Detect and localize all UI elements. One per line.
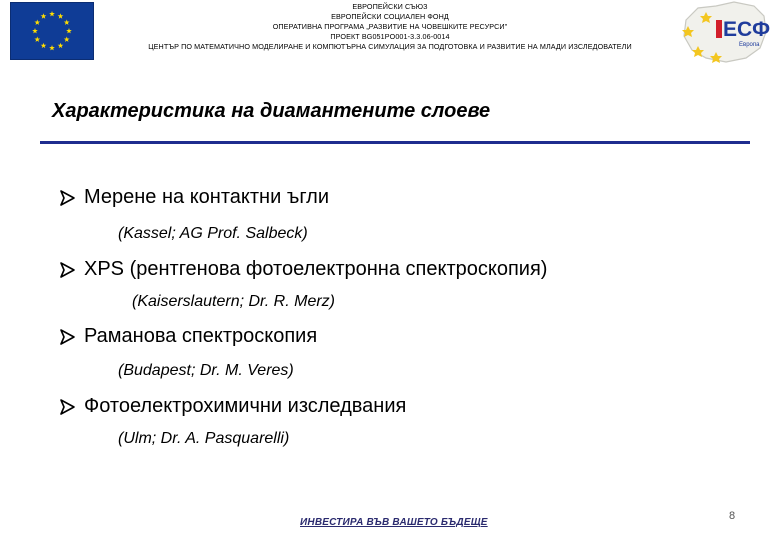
eu-star [34, 20, 40, 25]
eu-star [49, 11, 55, 16]
eu-star [41, 13, 47, 18]
bullet-detail: (Budapest; Dr. M. Veres) [118, 362, 294, 379]
slide-title: Характеристика на диамантените слоеве [52, 100, 491, 122]
bullet-label: XPS (рентгенова фотоелектронна спектроскопия) [84, 258, 548, 280]
header-line-center: ЦЕНТЪР ПО МАТЕМАТИЧНО МОДЕЛИРАНЕ И КОМПЮТЪРНА СИМУЛАЦИЯ ЗА ПОДГОТОВКА И РАЗВИТИЕ НА МЛАДИ ИЗСЛЕДОВАТЕЛИ [148, 42, 632, 51]
eu-star [66, 28, 72, 33]
bullet-label: Раманова спектроскопия [84, 325, 318, 347]
bullet-item [58, 186, 329, 209]
esf-logo-icon [676, 0, 772, 66]
bullet-item [58, 325, 317, 348]
header-line-programme: ОПЕРАТИВНА ПРОГРАМА „РАЗВИТИЕ НА ЧОВЕШКИТЕ РЕСУРСИ" [272, 22, 508, 31]
eu-star [58, 13, 64, 18]
bullet-detail: (Kaiserslautern; Dr. R. Merz) [132, 293, 335, 310]
arrowhead-bullet-icon [58, 328, 76, 346]
eu-star [34, 37, 40, 42]
eu-star [41, 43, 47, 48]
page-number: 8 [729, 510, 736, 522]
eu-star [64, 20, 70, 25]
header-block [110, 2, 670, 52]
bullet-label: Мерене на контактни ъгли [84, 186, 330, 208]
title-divider [40, 141, 750, 144]
eu-star [58, 43, 64, 48]
bullet-item [58, 395, 406, 418]
bullet-label: Фотоелектрохимични изследвания [84, 395, 407, 417]
header-line-eu: ЕВРОПЕЙСКИ СЪЮЗ [352, 2, 428, 11]
bullet-detail: (Kassel; AG Prof. Salbeck) [118, 225, 308, 242]
eu-stars-icon [11, 3, 93, 59]
arrowhead-bullet-icon [58, 261, 76, 279]
header-line-fund: ЕВРОПЕЙСКИ СОЦИАЛЕН ФОНД [331, 12, 449, 21]
eu-star [49, 45, 55, 50]
bullet-item [58, 258, 547, 281]
eu-star [32, 28, 38, 33]
bullet-detail: (Ulm; Dr. A. Pasquarelli) [118, 430, 290, 447]
header-line-project: ПРОЕКТ BG051PO001-3.3.06-0014 [330, 32, 450, 41]
eu-star [64, 37, 70, 42]
esf-logo-text: ЕСФ [723, 18, 771, 41]
eu-flag-icon [10, 2, 94, 60]
arrowhead-bullet-icon [58, 189, 76, 207]
arrowhead-bullet-icon [58, 398, 76, 416]
footer-slogan: ИНВЕСТИРА ВЪВ ВАШЕТО БЪДЕЩЕ [300, 517, 488, 528]
esf-logo-subtext: Европа [739, 42, 760, 48]
